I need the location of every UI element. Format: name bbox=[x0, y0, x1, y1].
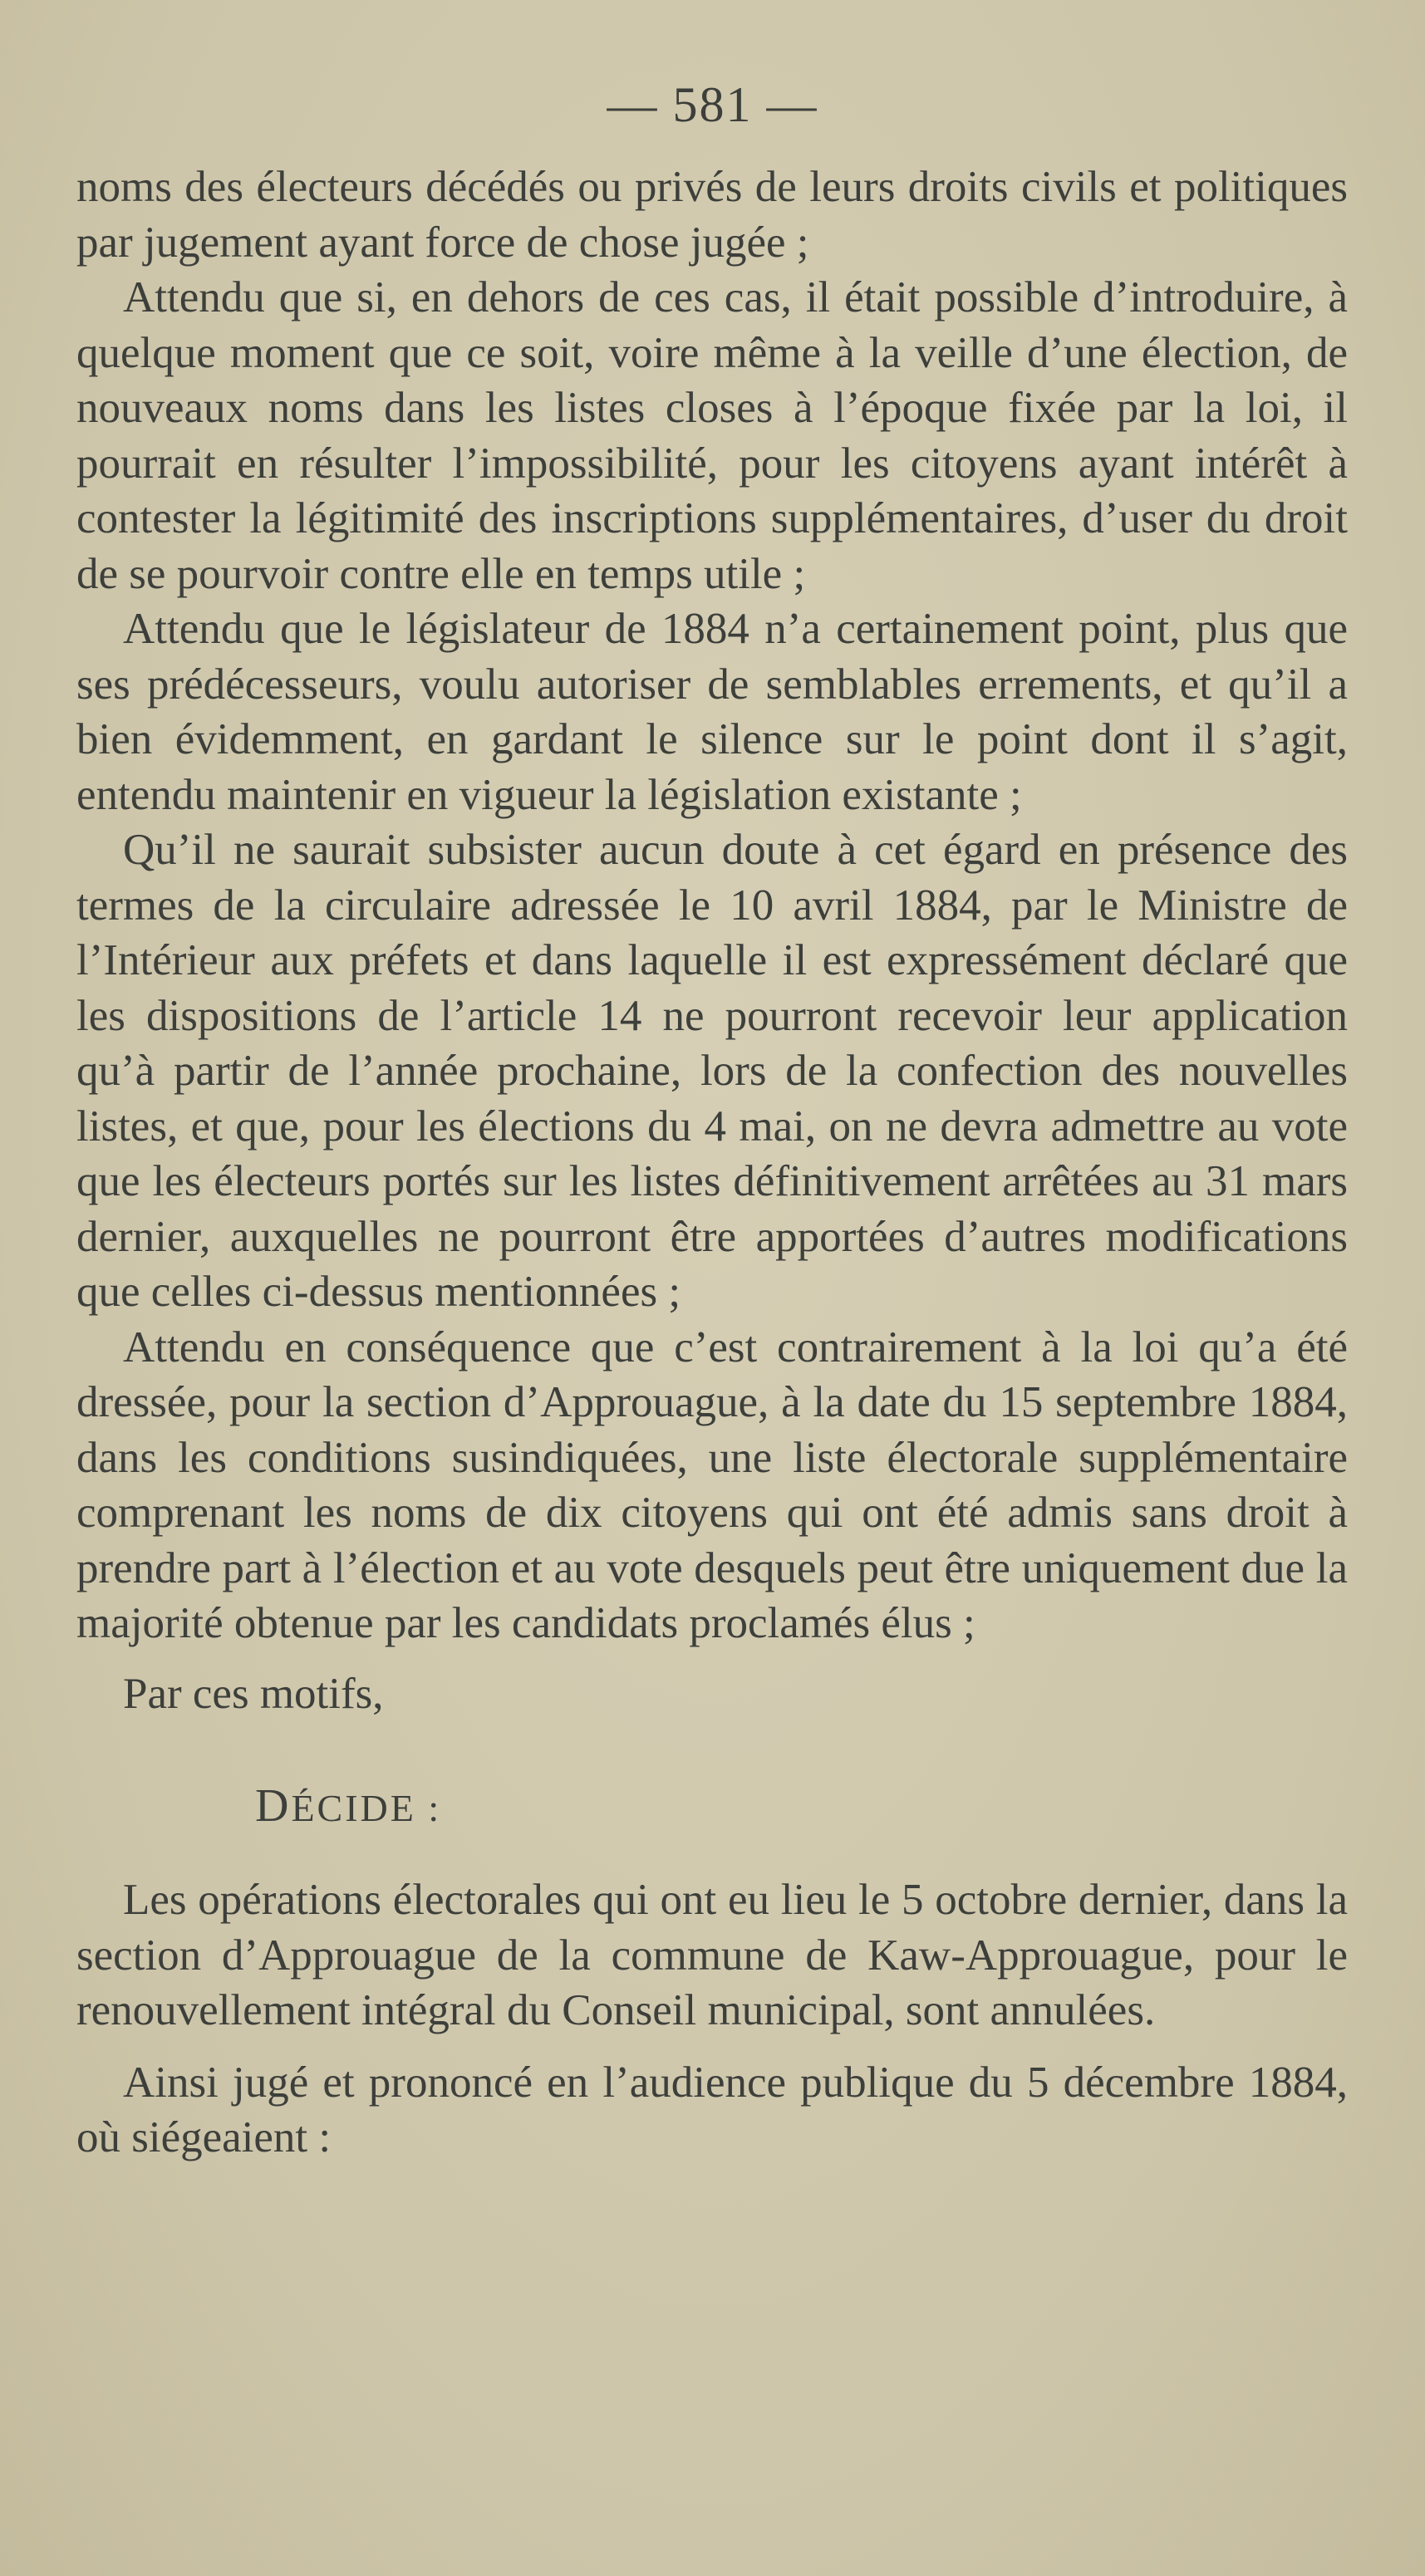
paragraph-continuation: noms des électeurs décédés ou privés de leurs droits civils et politiques par jugement ayant force de chose jugée ; bbox=[76, 163, 1348, 267]
paragraph-decision: Les opérations électorales qui ont eu lieu le 5 octobre dernier, dans la section d’Approuague de la commune de Kaw-Approuague, pour le renouvellement intégral du Conseil municipal, sont annulées. bbox=[76, 1876, 1348, 2034]
body-text bbox=[76, 159, 1348, 2166]
decide-heading-initial: D bbox=[255, 1780, 292, 1832]
page-number: — 581 — bbox=[607, 77, 818, 132]
paragraph-circulaire: Qu’il ne saurait subsister aucun doute à cet égard en présence des termes de la circulaire adressée le 10 avril 1884, par le Ministre de l’Intérieur aux préfets et dans laquelle il est expressément déclaré que les dispositions de l’article 14 ne pourront recevoir leur application qu’à partir de l’année prochaine, lors de la confection des nouvelles listes, et que, pour les élections du 4 mai, on ne devra admettre au vote que les électeurs portés sur les listes définitivement arrêtées au 31 mars dernier, auxquelles ne pourront être apportées d’autres modifications que celles ci-dessus mentionnées ; bbox=[76, 826, 1348, 1316]
paragraph-juge: Ainsi jugé et prononcé en l’audience publique du 5 décembre 1884, où siégeaient : bbox=[76, 2058, 1348, 2161]
paragraph-attendu-3: Attendu en conséquence que c’est contrairement à la loi qu’a été dressée, pour la section d’Approuague, à la date du 15 septembre 1884, dans les conditions susindiquées, une liste électorale supplémentaire comprenant les noms de dix citoyens qui ont été admis sans droit à prendre part à l’élection et au vote desquels peut être uniquement due la majorité obtenue par les candidats proclamés élus ; bbox=[76, 1322, 1348, 1647]
paragraph-motifs: Par ces motifs, bbox=[123, 1669, 384, 1718]
decide-heading-rest: ÉCIDE : bbox=[291, 1787, 442, 1829]
decide-heading bbox=[255, 1779, 1348, 1833]
paragraph-attendu-2: Attendu que le législateur de 1884 n’a certainement point, plus que ses prédécesseurs, voulu autoriser de semblables errements, et qu’il a bien évidemment, en gardant le silence sur le point dont il s’agit, entendu maintenir en vigueur la législation existante ; bbox=[76, 605, 1348, 819]
paragraph-attendu-1: Attendu que si, en dehors de ces cas, il était possible d’introduire, à quelque moment que ce soit, voire même à la veille d’une élection, de nouveaux noms dans les listes closes à l’époque fixée par la loi, il pourrait en résulter l’impossibilité, pour les citoyens ayant intérêt à contester la légitimité des inscriptions supplémentaires, d’user du droit de se pourvoir contre elle en temps utile ; bbox=[76, 273, 1348, 598]
